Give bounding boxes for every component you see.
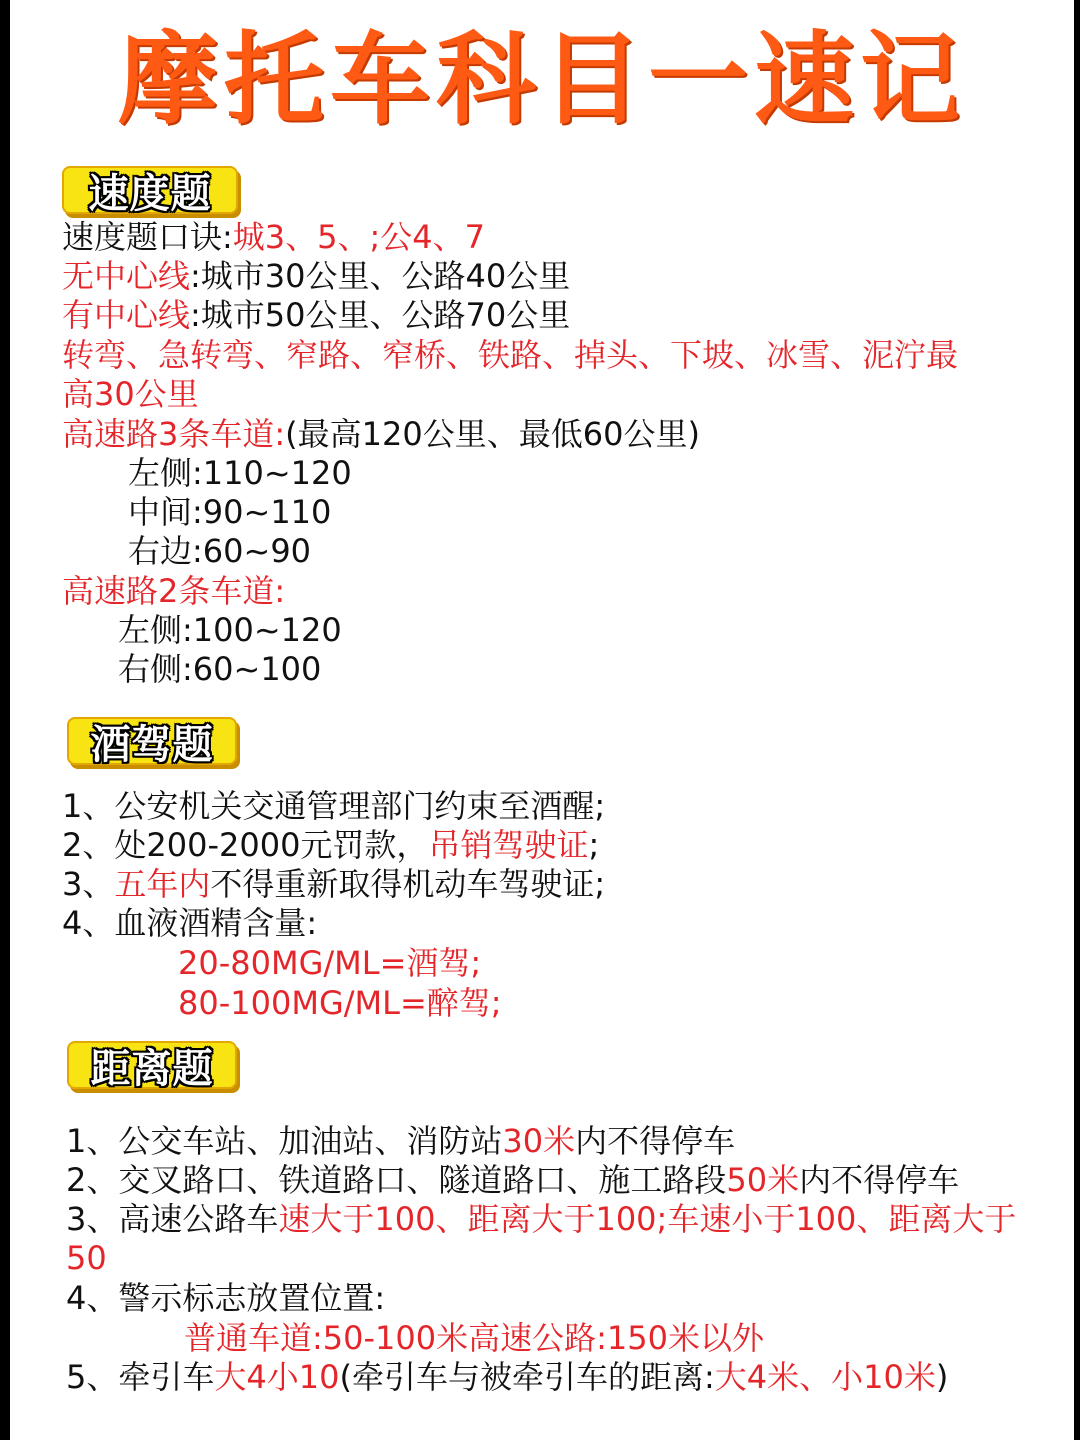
drunk-line-3 [62,864,605,904]
speed-label: 高速路3条车道: [62,415,286,453]
section-tag-distance: 距离题 [67,1041,237,1089]
distance-highlight: 50米 [726,1161,800,1199]
speed-value: 城3、5、;公4、7 [232,218,486,256]
drunk-line-1: 1、公安机关交通管理部门约束至酒醒; [62,787,606,825]
speed-line-7: 左侧:110~120 [128,454,352,492]
section-tag-drunk: 酒驾题 [67,717,237,765]
distance-text: 内不得停车 [575,1122,736,1160]
distance-highlight: 大4米、小10米 [714,1358,936,1396]
distance-text: 2、交叉路口、铁道路口、隧道路口、施工路段 [66,1161,727,1199]
distance-line-6: 普通车道:50-100米高速公路:150米以外 [184,1319,764,1357]
drunk-highlight: 吊销驾驶证 [428,826,589,864]
speed-value: :城市50公里、公路70公里 [190,296,571,334]
speed-line-2 [62,256,570,296]
distance-highlight: 速大于100、距离大于100;车速小于100、距离大于 [278,1200,1017,1238]
speed-label: 无中心线 [62,257,191,295]
drunk-text: 不得重新取得机动车驾驶证; [210,865,606,903]
distance-line-3 [66,1199,1016,1239]
speed-line-11: 左侧:100~120 [118,611,342,649]
drunk-line-2 [62,825,599,865]
distance-line-4: 50 [66,1239,107,1277]
speed-line-9: 右边:60~90 [128,532,312,570]
speed-line-10: 高速路2条车道: [62,572,286,610]
distance-line-5: 4、警示标志放置位置: [66,1279,386,1317]
drunk-highlight: 五年内 [114,865,211,903]
speed-line-3 [62,295,570,335]
speed-label: 速度题口诀: [62,218,233,256]
distance-text: 5、牵引车 [66,1358,215,1396]
distance-text: ) [935,1358,949,1396]
distance-text: 内不得停车 [799,1161,960,1199]
speed-line-5: 高30公里 [62,375,199,413]
drunk-line-5: 20-80MG/ML=酒驾; [178,944,482,982]
distance-line-2 [66,1160,959,1200]
note-card [10,0,1074,1440]
speed-label: 有中心线 [62,296,191,334]
speed-line-6 [62,414,700,454]
distance-text: 1、公交车站、加油站、消防站 [66,1122,503,1160]
speed-line-4: 转弯、急转弯、窄路、窄桥、铁路、掉头、下坡、冰雪、泥泞最 [62,336,959,374]
speed-line-1 [62,217,485,257]
drunk-line-6: 80-100MG/ML=醉驾; [178,984,502,1022]
distance-text: (牵引车与被牵引车的距离: [339,1358,715,1396]
drunk-line-4: 4、血液酒精含量: [62,904,318,942]
drunk-text: 3、 [62,865,115,903]
speed-value: :城市30公里、公路40公里 [190,257,571,295]
distance-highlight: 大4小10 [214,1358,340,1396]
distance-line-1 [66,1121,735,1161]
speed-value: (最高120公里、最低60公里) [285,415,700,453]
drunk-text: 2、处200-2000元罚款， [62,826,429,864]
distance-text: 3、高速公路车 [66,1200,279,1238]
section-tag-speed: 速度题 [62,166,238,214]
drunk-text: ; [588,826,600,864]
speed-line-12: 右侧:60~100 [118,650,322,688]
page-title: 摩托车科目一速记 [118,21,966,138]
distance-highlight: 30米 [502,1122,576,1160]
speed-line-8: 中间:90~110 [128,493,332,531]
distance-line-7 [66,1357,948,1397]
